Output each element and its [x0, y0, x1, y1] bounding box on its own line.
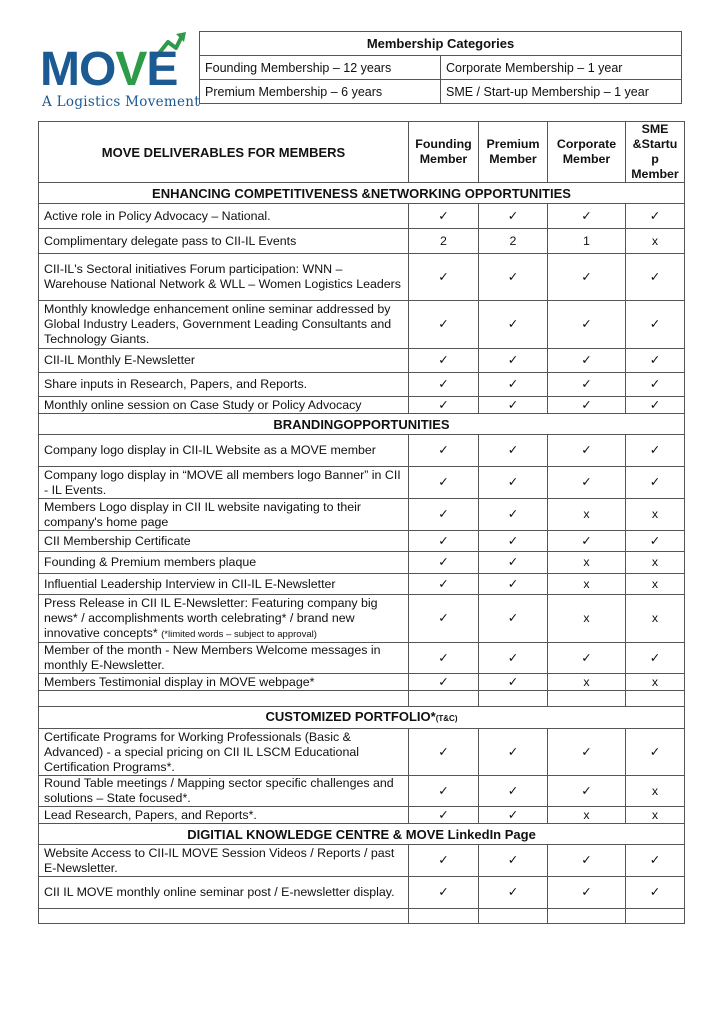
category-cell: SME / Start-up Membership – 1 year	[441, 80, 682, 104]
row-note: (*limited words – subject to approval)	[161, 628, 317, 640]
section-heading-text: CUSTOMIZED PORTFOLIO*	[265, 709, 436, 724]
empty-cell	[479, 909, 548, 924]
corporate-value: x	[548, 499, 626, 531]
row-text: Active role in Policy Advocacy – National.	[39, 204, 409, 229]
row-text	[39, 595, 409, 643]
section-heading-note: (T&C)	[435, 714, 458, 723]
category-cell: Premium Membership – 6 years	[200, 80, 441, 104]
row-text: Round Table meetings / Mapping sector specific challenges and solutions – State focused*.	[39, 776, 409, 807]
founding-value: ✓	[409, 397, 479, 414]
sme-value: x	[626, 552, 685, 574]
header-deliverables: MOVE DELIVERABLES FOR MEMBERS	[39, 122, 409, 183]
row-text: Certificate Programs for Working Professionals (Basic & Advanced) - a special pricing on CII IL LSCM Educational Certification Programs*.	[39, 729, 409, 776]
premium-value: ✓	[479, 204, 548, 229]
header-premium: Premium Member	[479, 122, 548, 183]
corporate-value: ✓	[548, 643, 626, 674]
premium-value: ✓	[479, 807, 548, 824]
premium-value: ✓	[479, 674, 548, 691]
header-sme: SME &Startu p Member	[626, 122, 685, 183]
corporate-value: ✓	[548, 776, 626, 807]
sme-value: ✓	[626, 729, 685, 776]
corporate-value: ✓	[548, 467, 626, 499]
premium-value: ✓	[479, 349, 548, 373]
logo-letter: O	[78, 43, 116, 96]
founding-value: ✓	[409, 349, 479, 373]
premium-value: ✓	[479, 776, 548, 807]
founding-value: ✓	[409, 807, 479, 824]
founding-value: ✓	[409, 531, 479, 552]
founding-value: ✓	[409, 877, 479, 909]
premium-value: ✓	[479, 643, 548, 674]
corporate-value: ✓	[548, 349, 626, 373]
premium-value: ✓	[479, 595, 548, 643]
sme-value: ✓	[626, 845, 685, 877]
row-text: Website Access to CII-IL MOVE Session Videos / Reports / past E-Newsletter.	[39, 845, 409, 877]
sme-value: x	[626, 776, 685, 807]
row-text: Members Logo display in CII IL website navigating to their company's home page	[39, 499, 409, 531]
founding-value: ✓	[409, 595, 479, 643]
sme-value: x	[626, 229, 685, 254]
premium-value: ✓	[479, 301, 548, 349]
category-cell: Corporate Membership – 1 year	[441, 56, 682, 80]
empty-cell	[548, 691, 626, 707]
section-heading: ENHANCING COMPETITIVENESS &NETWORKING OPPORTUNITIES	[39, 183, 685, 204]
founding-value: ✓	[409, 254, 479, 301]
row-text: Influential Leadership Interview in CII-IL E-Newsletter	[39, 574, 409, 595]
empty-cell	[39, 909, 409, 924]
empty-row	[39, 909, 685, 924]
logo-letter: V	[115, 43, 147, 96]
corporate-value: ✓	[548, 531, 626, 552]
row-text: CII-IL Monthly E-Newsletter	[39, 349, 409, 373]
premium-value: ✓	[479, 397, 548, 414]
row-text-main: Press Release in CII IL E-Newsletter: Featuring company big news* / accomplishments worth celebrating* / brand new innovative concepts*	[44, 595, 378, 640]
premium-value: ✓	[479, 373, 548, 397]
corporate-value: x	[548, 574, 626, 595]
corporate-value: x	[548, 552, 626, 574]
corporate-value: ✓	[548, 397, 626, 414]
empty-row	[39, 691, 685, 707]
empty-cell	[479, 691, 548, 707]
row-text: CII Membership Certificate	[39, 531, 409, 552]
row-text: Monthly online session on Case Study or Policy Advocacy	[39, 397, 409, 414]
founding-value: ✓	[409, 301, 479, 349]
premium-value: ✓	[479, 845, 548, 877]
sme-value: ✓	[626, 531, 685, 552]
sme-value: ✓	[626, 204, 685, 229]
sme-value: ✓	[626, 397, 685, 414]
membership-categories-table	[199, 31, 682, 104]
founding-value: ✓	[409, 729, 479, 776]
founding-value: ✓	[409, 674, 479, 691]
sme-value: ✓	[626, 467, 685, 499]
empty-cell	[626, 691, 685, 707]
empty-cell	[409, 909, 479, 924]
deliverables-table	[38, 121, 685, 924]
corporate-value: x	[548, 807, 626, 824]
premium-value: ✓	[479, 729, 548, 776]
section-heading: DIGITIAL KNOWLEDGE CENTRE & MOVE LinkedIn Page	[39, 824, 685, 845]
corporate-value: ✓	[548, 204, 626, 229]
empty-cell	[39, 691, 409, 707]
sme-value: ✓	[626, 349, 685, 373]
sme-value: x	[626, 807, 685, 824]
row-text: Monthly knowledge enhancement online seminar addressed by Global Industry Leaders, Government Leading Consultants and Technology Giants.	[39, 301, 409, 349]
founding-value: ✓	[409, 776, 479, 807]
categories-title: Membership Categories	[200, 32, 682, 56]
founding-value: ✓	[409, 552, 479, 574]
corporate-value: ✓	[548, 254, 626, 301]
empty-cell	[548, 909, 626, 924]
logo-tagline: A Logistics Movement	[42, 94, 201, 110]
row-text: Member of the month - New Members Welcome messages in monthly E-Newsletter.	[39, 643, 409, 674]
premium-value: ✓	[479, 552, 548, 574]
sme-value: x	[626, 499, 685, 531]
corporate-value: ✓	[548, 435, 626, 467]
corporate-value: ✓	[548, 729, 626, 776]
sme-value: ✓	[626, 643, 685, 674]
premium-value: ✓	[479, 877, 548, 909]
sme-value: x	[626, 595, 685, 643]
empty-cell	[626, 909, 685, 924]
founding-value: ✓	[409, 204, 479, 229]
founding-value: ✓	[409, 499, 479, 531]
founding-value: 2	[409, 229, 479, 254]
founding-value: ✓	[409, 373, 479, 397]
sme-value: ✓	[626, 254, 685, 301]
empty-cell	[409, 691, 479, 707]
corporate-value: ✓	[548, 373, 626, 397]
row-text: CII IL MOVE monthly online seminar post / E-newsletter display.	[39, 877, 409, 909]
founding-value: ✓	[409, 643, 479, 674]
sme-value: ✓	[626, 877, 685, 909]
premium-value: ✓	[479, 499, 548, 531]
move-logo	[40, 28, 200, 114]
founding-value: ✓	[409, 574, 479, 595]
row-text: Company logo display in CII-IL Website as a MOVE member	[39, 435, 409, 467]
row-text: Complimentary delegate pass to CII-IL Events	[39, 229, 409, 254]
premium-value: ✓	[479, 467, 548, 499]
premium-value: 2	[479, 229, 548, 254]
header-corporate: Corporate Member	[548, 122, 626, 183]
section-heading: BRANDINGOPPORTUNITIES	[39, 414, 685, 435]
corporate-value: ✓	[548, 877, 626, 909]
row-text: CII-IL's Sectoral initiatives Forum participation: WNN – Warehouse National Network & WLL – Women Logistics Leaders	[39, 254, 409, 301]
category-cell: Founding Membership – 12 years	[200, 56, 441, 80]
founding-value: ✓	[409, 845, 479, 877]
corporate-value: 1	[548, 229, 626, 254]
header-founding: Founding Member	[409, 122, 479, 183]
premium-value: ✓	[479, 574, 548, 595]
row-text: Founding & Premium members plaque	[39, 552, 409, 574]
row-text: Lead Research, Papers, and Reports*.	[39, 807, 409, 824]
sme-value: ✓	[626, 373, 685, 397]
corporate-value: x	[548, 595, 626, 643]
logo-letter: E	[146, 43, 178, 96]
founding-value: ✓	[409, 435, 479, 467]
logo-wordmark	[40, 43, 178, 96]
corporate-value: x	[548, 674, 626, 691]
sme-value: x	[626, 674, 685, 691]
sme-value: x	[626, 574, 685, 595]
premium-value: ✓	[479, 435, 548, 467]
row-text: Company logo display in “MOVE all members logo Banner” in CII - IL Events.	[39, 467, 409, 499]
row-text: Share inputs in Research, Papers, and Reports.	[39, 373, 409, 397]
corporate-value: ✓	[548, 301, 626, 349]
row-text: Members Testimonial display in MOVE webpage*	[39, 674, 409, 691]
sme-value: ✓	[626, 435, 685, 467]
premium-value: ✓	[479, 531, 548, 552]
premium-value: ✓	[479, 254, 548, 301]
section-heading	[39, 707, 685, 729]
logo-letter: M	[40, 43, 79, 96]
corporate-value: ✓	[548, 845, 626, 877]
sme-value: ✓	[626, 301, 685, 349]
founding-value: ✓	[409, 467, 479, 499]
